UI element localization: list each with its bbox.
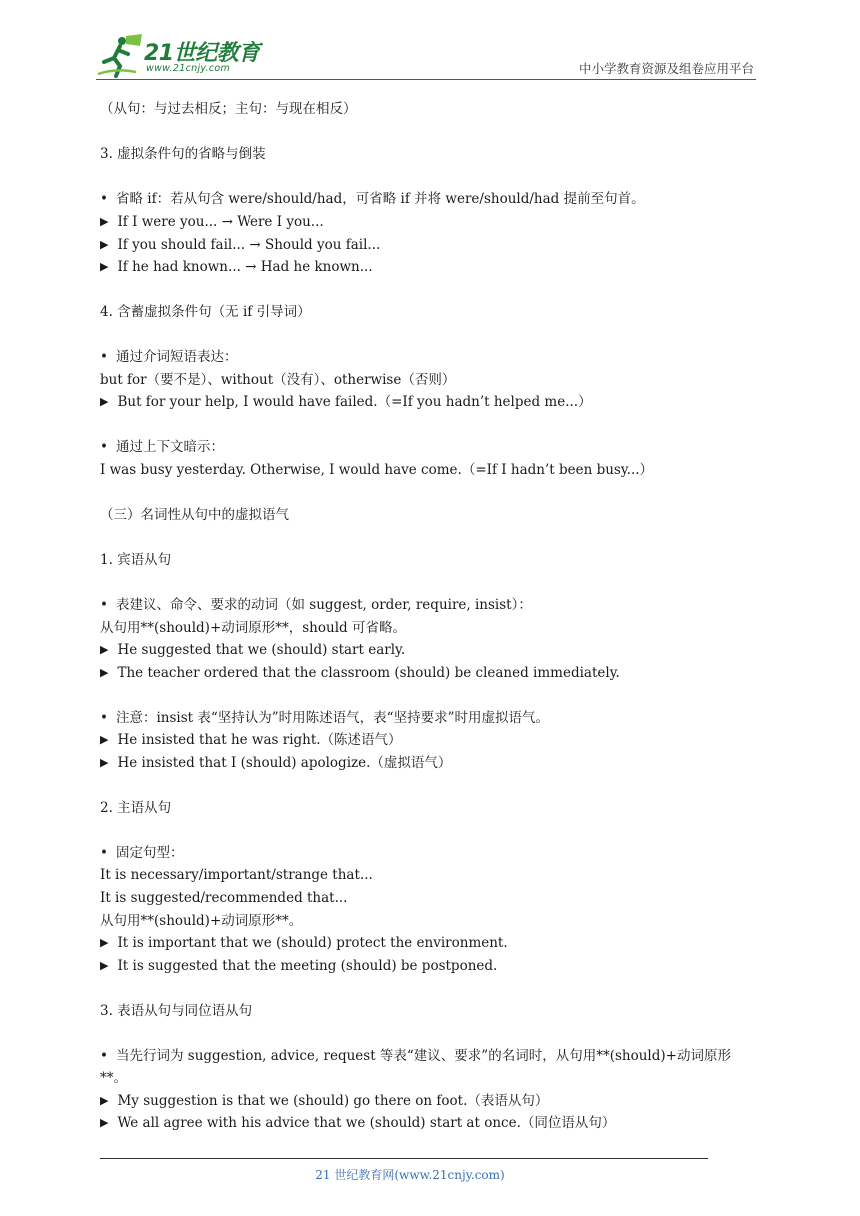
triangle-right-icon: ▶ [100, 733, 109, 746]
triangle-right-icon: ▶ [100, 643, 109, 656]
example-line: ▶ He suggested that we (should) start early. [100, 642, 406, 658]
example-line: ▶ He insisted that I (should) apologize.（虚拟语气） [100, 755, 452, 771]
section-heading: （三）名词性从句中的虚拟语气 [100, 507, 289, 523]
bullet-line: • 表建议、命令、要求的动词（如 suggest, order, require, insist）： [100, 597, 532, 613]
text-line: 从句用**(should)+动词原形**。 [100, 913, 303, 929]
triangle-right-icon: ▶ [100, 238, 109, 251]
example-line: ▶ He insisted that he was right.（陈述语气） [100, 732, 402, 748]
text-line: **。 [100, 1070, 127, 1086]
bullet-line: • 通过介词短语表达： [100, 349, 238, 365]
page-footer [0, 1166, 860, 1183]
text-line: （从句：与过去相反；主句：与现在相反） [100, 101, 357, 117]
bullet-dot-icon: • [100, 710, 108, 726]
site-logo [96, 32, 266, 78]
example-line: ▶ It is suggested that the meeting (should) be postponed. [100, 958, 498, 974]
example-line: ▶ It is important that we (should) protect the environment. [100, 935, 508, 951]
runner-logo-icon [96, 32, 146, 78]
example-line: ▶ My suggestion is that we (should) go there on foot.（表语从句） [100, 1093, 549, 1109]
text-line: It is necessary/important/strange that... [100, 867, 373, 883]
logo-url: www.21cnjy.com [146, 63, 231, 74]
example-line: ▶ If he had known... → Had he known... [100, 259, 373, 275]
bullet-line: • 注意：insist 表“坚持认为”时用陈述语气，表“坚持要求”时用虚拟语气。 [100, 710, 549, 726]
section-heading: 2. 主语从句 [100, 800, 172, 816]
bullet-line: • 通过上下文暗示： [100, 439, 224, 455]
example-line: ▶ We all agree with his advice that we (should) start at once.（同位语从句） [100, 1115, 616, 1131]
bullet-line: • 固定句型： [100, 845, 184, 861]
triangle-right-icon: ▶ [100, 215, 109, 228]
section-heading: 4. 含蓄虚拟条件句（无 if 引导词） [100, 304, 311, 320]
bullet-dot-icon: • [100, 597, 108, 613]
triangle-right-icon: ▶ [100, 666, 109, 679]
section-heading: 1. 宾语从句 [100, 552, 172, 568]
platform-name: 中小学教育资源及组卷应用平台 [578, 61, 754, 76]
triangle-right-icon: ▶ [100, 1094, 109, 1107]
bullet-dot-icon: • [100, 191, 108, 207]
triangle-right-icon: ▶ [100, 395, 109, 408]
header-divider [96, 79, 756, 80]
bullet-dot-icon: • [100, 1048, 108, 1064]
bullet-line: • 省略 if：若从句含 were/should/had，可省略 if 并将 were/should/had 提前至句首。 [100, 191, 645, 207]
footer-text: 21 世纪教育网(www.21cnjy.com) [315, 1168, 505, 1182]
logo-text: 21世纪教育 [144, 41, 260, 66]
triangle-right-icon: ▶ [100, 260, 109, 273]
footer-divider [100, 1158, 708, 1159]
example-line: ▶ The teacher ordered that the classroom (should) be cleaned immediately. [100, 665, 620, 681]
section-heading: 3. 虚拟条件句的省略与倒装 [100, 146, 266, 162]
triangle-right-icon: ▶ [100, 959, 109, 972]
bullet-dot-icon: • [100, 845, 108, 861]
text-line: It is suggested/recommended that... [100, 890, 348, 906]
bullet-dot-icon: • [100, 349, 108, 365]
text-line: 从句用**(should)+动词原形**，should 可省略。 [100, 620, 406, 636]
example-line: ▶ If I were you... → Were I you... [100, 214, 324, 230]
triangle-right-icon: ▶ [100, 936, 109, 949]
text-line: I was busy yesterday. Otherwise, I would have come.（=If I hadn’t been busy...） [100, 462, 654, 478]
bullet-dot-icon: • [100, 439, 108, 455]
text-line: but for（要不是）、without（没有）、otherwise（否则） [100, 372, 456, 388]
bullet-line: • 当先行词为 suggestion, advice, request 等表“建议、要求”的名词时，从句用**(should)+动词原形 [100, 1048, 731, 1064]
section-heading: 3. 表语从句与同位语从句 [100, 1003, 253, 1019]
triangle-right-icon: ▶ [100, 756, 109, 769]
triangle-right-icon: ▶ [100, 1116, 109, 1129]
example-line: ▶ But for your help, I would have failed.（=If you hadn’t helped me...） [100, 394, 592, 410]
page-header [0, 0, 860, 90]
example-line: ▶ If you should fail... → Should you fail... [100, 237, 381, 253]
